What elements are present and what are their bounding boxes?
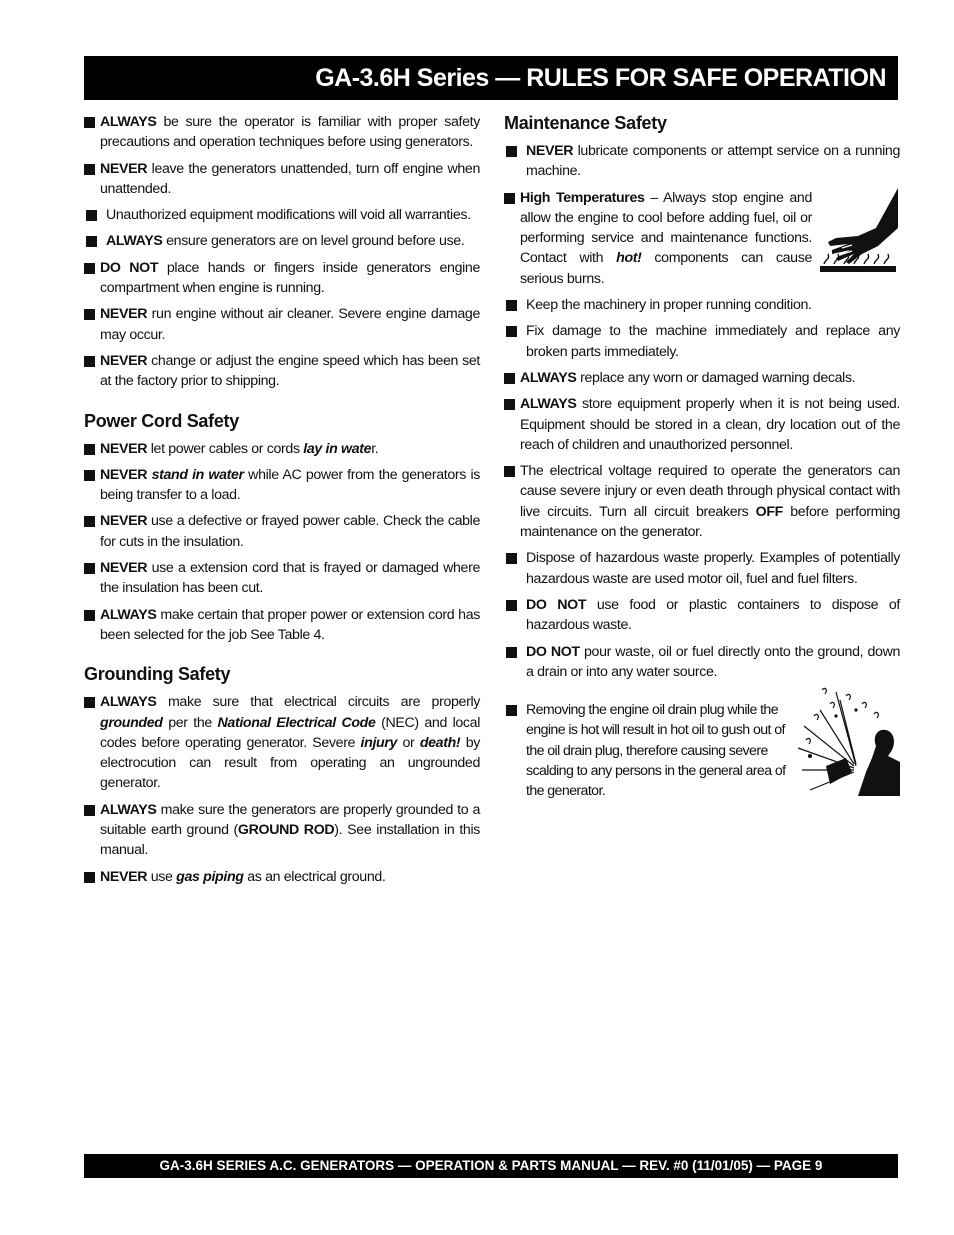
list-item: NEVER lubricate components or attempt service on a running machine. [504, 141, 900, 182]
list-item: DO NOT use food or plastic containers to dispose of hazardous waste. [504, 595, 900, 636]
list-item: Unauthorized equipment modifications will void all warranties. [84, 205, 480, 225]
bullet-square-icon [506, 326, 517, 337]
bullet-square-icon [504, 399, 515, 410]
list-item: NEVER change or adjust the engine speed which has been set at the factory prior to shipping. [84, 351, 480, 392]
bullet-square-icon [504, 193, 515, 204]
list-item: NEVER stand in water while AC power from the generators is being transfer to a load. [84, 465, 480, 506]
left-column [84, 112, 480, 893]
bullet-square-icon [506, 553, 517, 564]
list-item: NEVER let power cables or cords lay in water. [84, 439, 480, 459]
list-item: Dispose of hazardous waste properly. Examples of potentially hazardous waste are used motor oil, fuel and fuel filters. [504, 548, 900, 589]
list-item: NEVER use a defective or frayed power cable. Check the cable for cuts in the insulation. [84, 511, 480, 552]
list-item: High Temperatures – Always stop engine and allow the engine to cool before adding fuel, oil or performing service and maintenance functions. Contact with hot! components can cause serious burns. [504, 188, 900, 289]
bullet-square-icon [86, 210, 97, 221]
list-item: NEVER use a extension cord that is frayed or damaged where the insulation has been cut. [84, 558, 480, 599]
bullet-square-icon [84, 697, 95, 708]
bullet-square-icon [84, 805, 95, 816]
bullet-square-icon [506, 300, 517, 311]
bullet-square-icon [84, 872, 95, 883]
bullet-square-icon [86, 236, 97, 247]
section-heading-power-cord: Power Cord Safety [84, 410, 239, 431]
section-heading-maintenance: Maintenance Safety [504, 113, 667, 133]
list-item: ALWAYS replace any worn or damaged warning decals. [504, 368, 900, 388]
bullet-square-icon [84, 444, 95, 455]
list-item: ALWAYS make certain that proper power or extension cord has been selected for the job See Table 4. [84, 605, 480, 646]
list-item: ALWAYS make sure that electrical circuits are properly grounded per the National Electrical Code (NEC) and local codes before operating generator. Severe injury or death! by electrocution can result from operating an ungrounded generator. [84, 692, 480, 793]
bullet-square-icon [84, 563, 95, 574]
bullet-square-icon [84, 470, 95, 481]
list-item: DO NOT pour waste, oil or fuel directly onto the ground, down a drain or into any water source. [504, 642, 900, 683]
list-item: ALWAYS ensure generators are on level ground before use. [84, 231, 480, 251]
section-heading-grounding: Grounding Safety [84, 664, 231, 685]
list-item: NEVER run engine without air cleaner. Severe engine damage may occur. [84, 304, 480, 345]
bullet-square-icon [84, 164, 95, 175]
bullet-square-icon [506, 705, 517, 716]
bullet-square-icon [504, 373, 515, 384]
list-item: The electrical voltage required to operate the generators can cause severe injury or even death through physical contact with live circuits. Turn all circuit breakers OFF before performing maintenance on the generator. [504, 461, 900, 542]
bullet-square-icon [84, 263, 95, 274]
hot-oil-splash-icon [796, 686, 900, 796]
page-title: GA-3.6H Series — RULES FOR SAFE OPERATION [84, 56, 898, 100]
bullet-square-icon [506, 647, 517, 658]
bullet-square-icon [84, 610, 95, 621]
page-footer: GA-3.6H SERIES A.C. GENERATORS — OPERATION & PARTS MANUAL — REV. #0 (11/01/05) — PAGE 9 [84, 1154, 898, 1178]
bullet-square-icon [84, 309, 95, 320]
bullet-square-icon [84, 356, 95, 367]
list-item: Keep the machinery in proper running condition. [504, 295, 900, 315]
bullet-square-icon [504, 466, 515, 477]
list-item: DO NOT place hands or fingers inside generators engine compartment when engine is running. [84, 258, 480, 299]
list-item: ALWAYS store equipment properly when it is not being used. Equipment should be stored in a clean, dry location out of the reach of children and unauthorized personnel. [504, 394, 900, 455]
list-item: NEVER use gas piping as an electrical ground. [84, 867, 480, 887]
list-item: ALWAYS make sure the generators are properly grounded to a suitable earth ground (GROUND ROD). See installation in this manual. [84, 800, 480, 861]
bullet-square-icon [84, 117, 95, 128]
bullet-square-icon [84, 516, 95, 527]
bullet-square-icon [506, 146, 517, 157]
list-item: Removing the engine oil drain plug while the engine is hot will result in hot oil to gush out of the oil drain plug, therefore causing severe scalding to any persons in the general area of the generator. [504, 700, 900, 801]
list-item: ALWAYS be sure the operator is familiar with proper safety precautions and operation techniques before using generators. [84, 112, 480, 153]
hot-surface-hand-icon [818, 188, 900, 274]
list-item: Fix damage to the machine immediately and replace any broken parts immediately. [504, 321, 900, 362]
list-item: NEVER leave the generators unattended, turn off engine when unattended. [84, 159, 480, 200]
right-column [504, 112, 900, 808]
bullet-square-icon [506, 600, 517, 611]
